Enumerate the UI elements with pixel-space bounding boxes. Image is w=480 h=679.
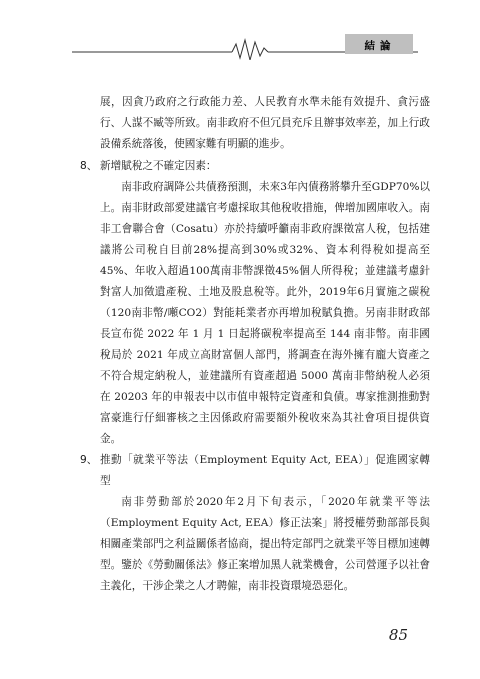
item-body: 南非政府調降公共債務預測，未來3年內債務將攀升至GDP70%以上。南非財政部愛建議官考慮採取其他稅收措施，俾增加國庫收入。南非工會聯合會（Cosatu）亦於持續呼籲南非政府課徵富人稅，包括建議將公司稅自目前28%提高到30%或32%、資本利得稅如提高至45%、年收入超過100萬南非幣課徵45%個人所得稅；並建議考慮針對富人加徵遺產稅、土地及股息稅等。此外，2019年6月實施之碳稅（120南非幣/噸CO2）對能耗業者亦再增加稅賦負擔。另南非財政部長宣布從 2022 年 1 月 1 日起將碳稅率提高至 144 南非幣。南非國稅局於 2021 年成立高財富個人部門，將調查在海外擁有龐大資產之不符合規定納稅人，並建議所有資產超過 5000 萬南非幣納稅人必須在 20203 年的申報表中以市值申報特定資產和負債。專家推測推動對富豪進行仔細審核之主因係政府需要額外稅收來為其社會項目提供資金。 [100, 181, 430, 445]
list-item-8 [80, 156, 430, 450]
item-body: 南非勞動部於2020年2月下旬表示，「2020年就業平等法（Employment Equity Act, EEA）修正法案」將授權勞動部部長與相關產業部門之利益關係者協商，提出特定部門之就業平等目標加速轉型。鑒於《勞動關係法》修正案增加黑人就業機會，公司營運予以社會主義化，干涉企業之人才聘僱，南非投資環境恐惡化。 [100, 496, 430, 592]
paragraph-continued: 展，因貪乃政府之行政能力差、人民教育水準未能有效提升、貪污盛行、人謀不臧等所致。南非政府不但冗員充斥且辦事效率差，加上行政設備系統落後，使國家難有明顯的進步。 [100, 96, 430, 150]
item-title: 推動「就業平等法（Employment Equity Act, EEA）」促進國家轉型 [100, 454, 430, 487]
page-number: 85 [388, 626, 408, 644]
page-header [0, 0, 480, 60]
chapter-title: 結論 [364, 40, 396, 52]
item-number: 9、 [80, 454, 98, 466]
list-item-9 [80, 450, 430, 597]
item-title: 新增賦稅之不確定因素： [100, 160, 217, 172]
item-number: 8、 [80, 160, 98, 172]
page-body [80, 92, 430, 597]
